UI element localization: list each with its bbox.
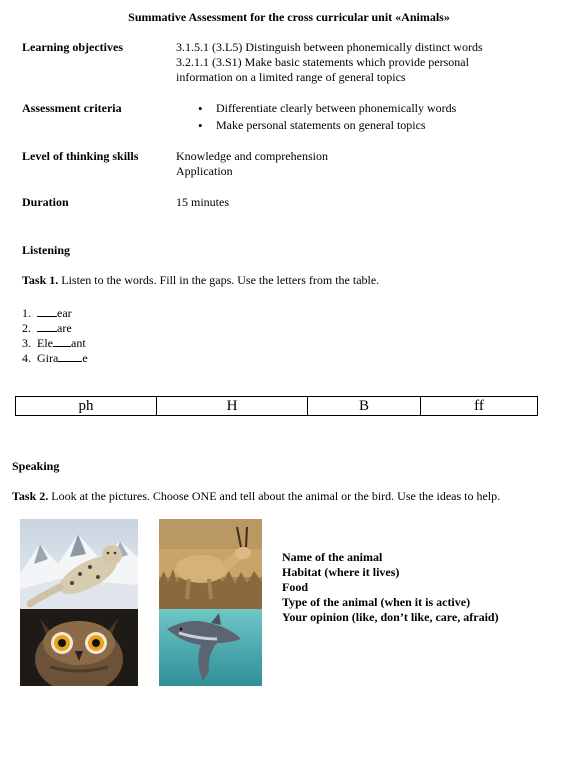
criteria-item: • Make personal statements on general topics <box>176 117 456 134</box>
idea-item: Type of the animal (when it is active) <box>282 595 471 609</box>
task1-label: Task 1. <box>22 273 59 287</box>
objective-line: information on a limited range of general topics <box>176 70 406 84</box>
dolphin-image <box>159 609 262 686</box>
letters-cell: ff <box>421 397 538 416</box>
thinking-skills-label: Level of thinking skills <box>22 149 139 163</box>
idea-item: Habitat (where it lives) <box>282 565 400 579</box>
word-gap <box>53 336 71 347</box>
gap-fill-list <box>22 306 88 366</box>
idea-item: Your opinion (like, don’t like, care, afraid) <box>282 610 499 624</box>
letters-cell: B <box>308 397 421 416</box>
listening-heading: Listening <box>22 243 71 257</box>
word-end: ant <box>71 336 86 350</box>
learning-objectives-value <box>176 40 483 85</box>
task2-instruction <box>12 489 557 504</box>
gap-item <box>22 336 88 351</box>
idea-item: Food <box>282 580 309 594</box>
letters-cell: H <box>157 397 308 416</box>
objective-line: 3.1.5.1 (3.L5) Distinguish between phonemically distinct words <box>176 40 483 54</box>
speaking-ideas-list <box>282 550 499 625</box>
word-end: e <box>82 351 88 365</box>
idea-item: Name of the animal <box>282 550 383 564</box>
item-number: 3. <box>22 336 31 350</box>
duration-value: 15 minutes <box>176 195 229 209</box>
word-gap <box>37 321 57 332</box>
owl-image <box>20 609 138 686</box>
criteria-item: • Differentiate clearly between phonemically words <box>176 100 456 117</box>
page-title: Summative Assessment for the cross curricular unit «Animals» <box>128 10 450 24</box>
thinking-skill-line: Knowledge and comprehension <box>176 149 328 163</box>
thinking-skills-value <box>176 149 328 179</box>
word-gap <box>58 351 82 362</box>
assessment-criteria-label: Assessment criteria <box>22 101 122 115</box>
gap-item <box>22 306 88 321</box>
word-start: Gira <box>37 351 59 365</box>
learning-objectives-label: Learning objectives <box>22 40 123 54</box>
item-number: 2. <box>22 321 31 335</box>
task2-text: Look at the pictures. Choose ONE and tell about the animal or the bird. Use the ideas to help. <box>48 489 501 503</box>
word-end: ear <box>57 306 72 320</box>
letters-table <box>15 396 538 416</box>
speaking-heading: Speaking <box>12 459 60 473</box>
word-gap <box>37 306 57 317</box>
thinking-skill-line: Application <box>176 164 233 178</box>
gap-item <box>22 321 88 336</box>
word-end: are <box>57 321 72 335</box>
task2-label: Task 2. <box>12 489 49 503</box>
letters-cell: ph <box>16 397 157 416</box>
duration-label: Duration <box>22 195 69 209</box>
objective-line: 3.2.1.1 (3.S1) Make basic statements which provide personal <box>176 55 469 69</box>
task1-instruction <box>22 273 379 288</box>
item-number: 4. <box>22 351 31 365</box>
task1-text: Listen to the words. Fill in the gaps. Use the letters from the table. <box>58 273 380 287</box>
snow-leopard-image <box>20 519 138 609</box>
assessment-criteria-list <box>176 100 456 134</box>
saiga-antelope-image <box>159 519 262 609</box>
item-number: 1. <box>22 306 31 320</box>
word-start: Ele <box>37 336 53 350</box>
gap-item <box>22 351 88 366</box>
